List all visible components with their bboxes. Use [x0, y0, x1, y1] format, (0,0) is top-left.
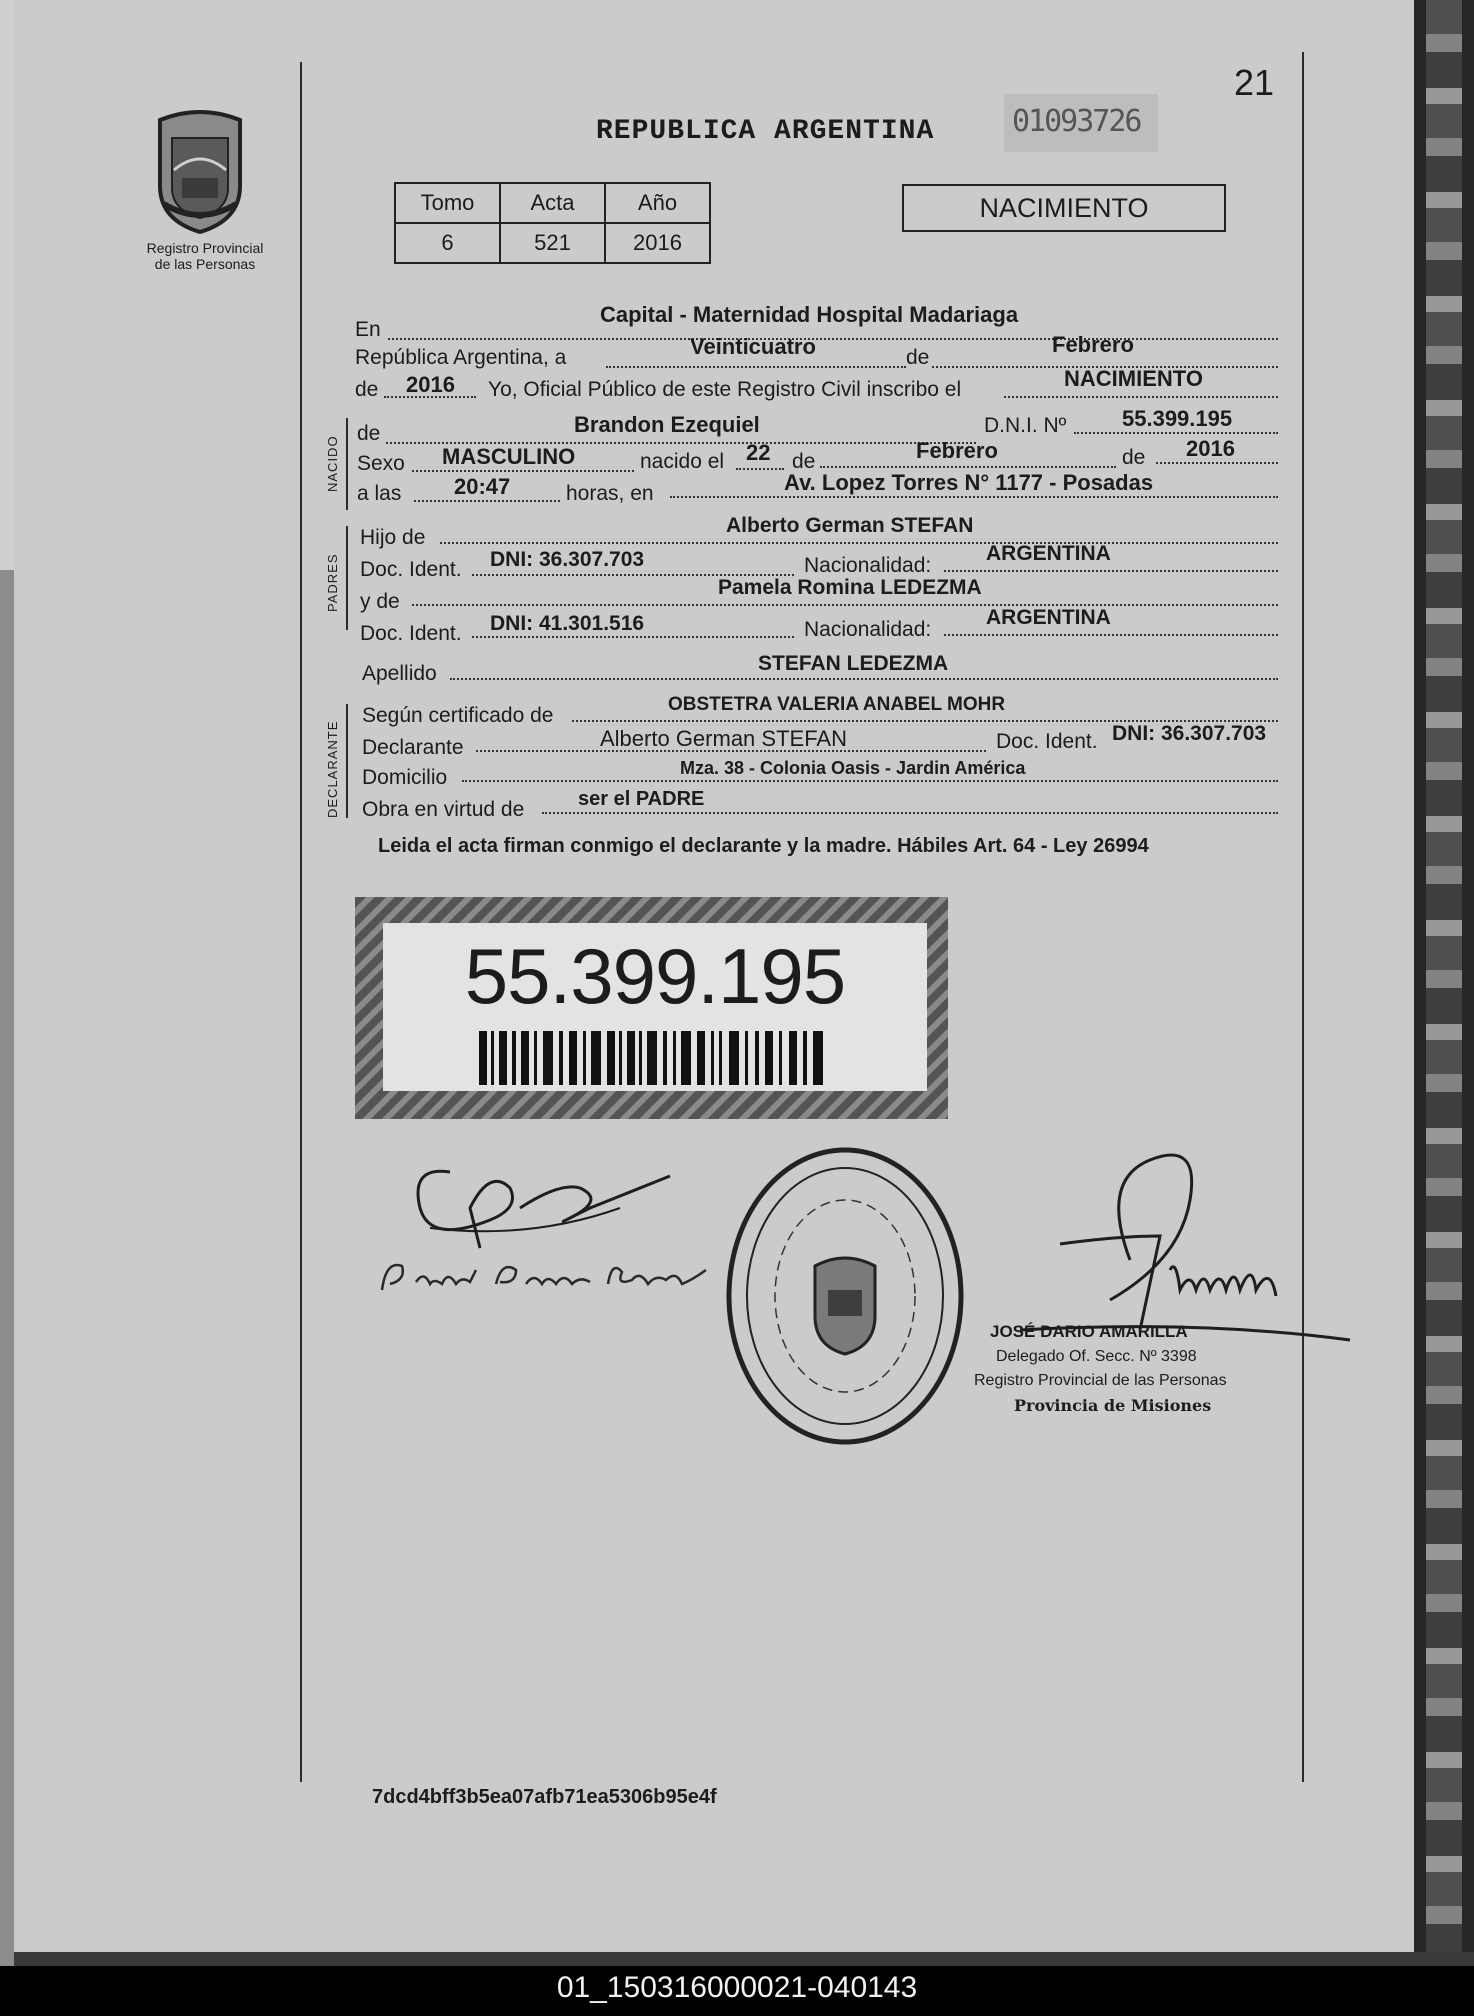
official-seal-stamp	[720, 1140, 970, 1452]
dni-sticker	[355, 897, 948, 1119]
serial-number: 01093726	[1012, 104, 1141, 139]
label-doc-ident-declarant: Doc. Ident.	[996, 730, 1098, 753]
register-header-acta: Acta	[500, 183, 605, 223]
birth-time: 20:47	[454, 474, 511, 499]
dotted-line	[736, 468, 784, 470]
dotted-line	[388, 338, 1278, 340]
label-nacionalidad-father: Nacionalidad:	[804, 554, 932, 577]
label-hijo-de: Hijo de	[360, 526, 426, 549]
section-label-nacido: NACIDO	[325, 435, 340, 492]
registry-label	[130, 240, 280, 272]
dotted-line	[1156, 462, 1278, 464]
label-de-birthyear: de	[1122, 446, 1146, 469]
section-label-declarante: DECLARANTE	[325, 720, 340, 818]
registry-label-line1: Registro Provincial	[146, 240, 264, 256]
father-nationality: ARGENTINA	[986, 542, 1111, 565]
label-a-las: a las	[357, 482, 402, 505]
binder-strip	[1426, 0, 1462, 1952]
register-header-ano: Año	[605, 183, 710, 223]
official-name: JOSÉ DARIO AMARILLA	[990, 1322, 1188, 1341]
dotted-line	[472, 636, 794, 638]
padres-bracket	[346, 526, 348, 630]
dotted-line	[412, 604, 1278, 606]
label-apellido: Apellido	[362, 662, 437, 685]
sticker-dni-number: 55.399.195	[464, 932, 846, 1020]
country-title: REPUBLICA ARGENTINA	[596, 116, 935, 147]
dotted-line	[440, 542, 1278, 544]
sticker-label	[383, 923, 927, 1091]
dotted-line	[1074, 432, 1278, 434]
dotted-line	[1004, 396, 1278, 398]
surname: STEFAN LEDEZMA	[758, 652, 949, 675]
label-segun-certificado: Según certificado de	[362, 704, 554, 727]
label-doc-ident-father: Doc. Ident.	[360, 558, 462, 581]
left-page-edge-highlight	[0, 0, 14, 570]
label-dni: D.N.I. Nº	[984, 414, 1067, 437]
child-dni: 55.399.195	[1122, 406, 1233, 431]
child-sex: MASCULINO	[442, 444, 576, 469]
dotted-line	[462, 780, 1278, 782]
label-de-month: de	[792, 450, 816, 473]
official-title: Delegado Of. Secc. Nº 3398	[996, 1348, 1197, 1365]
register-header-tomo: Tomo	[395, 183, 500, 223]
label-de-year: de	[355, 378, 379, 401]
birth-address: Av. Lopez Torres N° 1177 - Posadas	[784, 470, 1154, 495]
dotted-line	[670, 496, 1278, 498]
declarant-capacity: ser el PADRE	[578, 788, 705, 810]
label-nacionalidad-mother: Nacionalidad:	[804, 618, 932, 641]
dotted-line	[944, 634, 1278, 636]
birth-day: 22	[746, 440, 771, 465]
register-table-header-row	[395, 183, 710, 223]
label-sexo: Sexo	[357, 452, 405, 475]
closing-statement: Leida el acta firman conmigo el declarante y la madre. Hábiles Art. 64 - Ley 26994	[378, 835, 1149, 857]
inscription-type: NACIMIENTO	[1064, 366, 1203, 391]
declarant-name: Alberto German STEFAN	[600, 726, 847, 751]
crest-logo	[150, 108, 250, 236]
dotted-line	[414, 500, 560, 502]
dotted-line	[944, 570, 1278, 572]
page-number: 21	[1234, 62, 1275, 103]
dotted-line	[820, 466, 1116, 468]
birth-year: 2016	[1186, 436, 1235, 461]
dotted-line	[606, 366, 906, 368]
label-de: de	[906, 346, 930, 369]
label-domicilio: Domicilio	[362, 766, 448, 789]
father-name: Alberto German STEFAN	[726, 514, 974, 537]
footer-id: 01_150316000021-040143	[556, 1971, 918, 2004]
label-obra-en-virtud: Obra en virtud de	[362, 798, 525, 821]
label-nacido-el: nacido el	[640, 450, 725, 473]
birth-place-hospital: Capital - Maternidad Hospital Madariaga	[600, 302, 1019, 327]
dotted-line	[542, 812, 1278, 814]
register-table	[394, 182, 711, 264]
label-republica: República Argentina, a	[355, 346, 567, 369]
serial-number-stamp	[1004, 94, 1158, 152]
label-y-de: y de	[360, 590, 400, 613]
official-registry: Registro Provincial de las Personas	[974, 1372, 1227, 1389]
dotted-line	[412, 470, 634, 472]
dotted-line	[450, 678, 1278, 680]
record-month: Febrero	[1052, 332, 1134, 357]
register-table-value-row	[395, 223, 710, 263]
mother-name: Pamela Romina LEDEZMA	[718, 576, 982, 599]
barcode	[479, 1031, 829, 1085]
birth-month: Febrero	[916, 438, 998, 463]
label-de-name: de	[357, 422, 381, 445]
certificate-issuer: OBSTETRA VALERIA ANABEL MOHR	[668, 694, 1006, 715]
mother-doc: DNI: 41.301.516	[490, 612, 645, 635]
document-hash: 7dcd4bff3b5ea07afb71ea5306b95e4f	[372, 1786, 717, 1808]
declarante-bracket	[346, 704, 348, 818]
declarant-doc: DNI: 36.307.703	[1112, 722, 1267, 745]
label-en: En	[355, 318, 381, 341]
mother-signature	[376, 1240, 732, 1310]
record-day-words: Veinticuatro	[690, 334, 816, 359]
record-type-box: NACIMIENTO	[902, 184, 1226, 232]
official-province: Provincia de Misiones	[1014, 1396, 1212, 1415]
label-horas-en: horas, en	[566, 482, 654, 505]
registry-label-line2: de las Personas	[154, 256, 256, 272]
left-margin-line	[300, 62, 302, 1782]
right-margin-line	[1302, 52, 1304, 1782]
mother-nationality: ARGENTINA	[986, 606, 1111, 629]
label-doc-ident-mother: Doc. Ident.	[360, 622, 462, 645]
declarant-address: Mza. 38 - Colonia Oasis - Jardin América	[680, 758, 1026, 778]
register-value-acta: 521	[500, 223, 605, 263]
inscription-text: Yo, Oficial Público de este Registro Civil inscribo el	[488, 378, 962, 401]
father-doc: DNI: 36.307.703	[490, 548, 645, 571]
record-year: 2016	[406, 372, 455, 397]
child-name: Brandon Ezequiel	[574, 412, 760, 437]
register-value-tomo: 6	[395, 223, 500, 263]
register-value-ano: 2016	[605, 223, 710, 263]
section-label-padres: PADRES	[325, 553, 340, 612]
nacido-bracket	[346, 418, 348, 510]
label-declarante: Declarante	[362, 736, 464, 759]
